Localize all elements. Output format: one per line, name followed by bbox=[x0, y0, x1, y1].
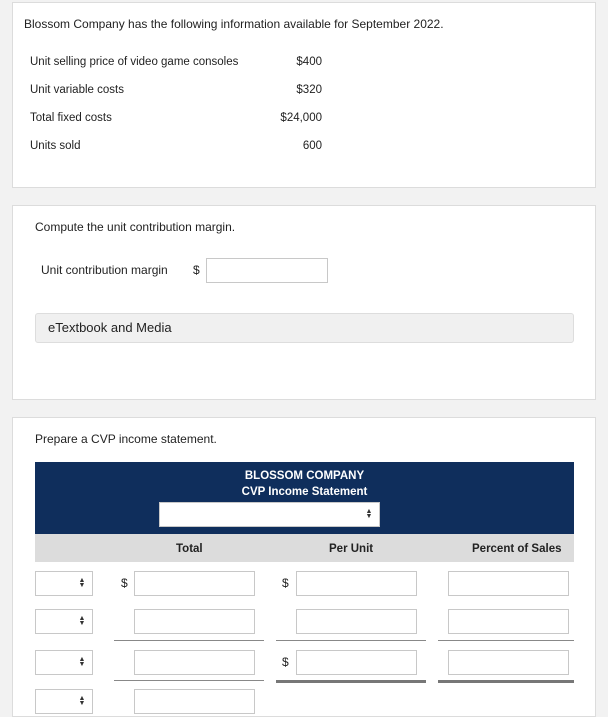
column-header-row bbox=[35, 534, 574, 562]
line-item-select[interactable] bbox=[35, 650, 93, 675]
per-unit-input[interactable] bbox=[296, 609, 417, 634]
subtotal-rule bbox=[438, 640, 574, 641]
info-card bbox=[12, 2, 596, 188]
subtotal-rule bbox=[114, 640, 264, 641]
etextbook-media-label: eTextbook and Media bbox=[48, 320, 172, 335]
subtotal-rule bbox=[114, 680, 264, 681]
period-select[interactable] bbox=[159, 502, 380, 527]
info-value: $320 bbox=[296, 84, 322, 96]
unit-contribution-margin-label: Unit contribution margin bbox=[41, 263, 168, 277]
double-rule bbox=[438, 680, 574, 683]
currency-symbol: $ bbox=[193, 263, 200, 277]
info-label: Total fixed costs bbox=[30, 112, 112, 124]
currency-symbol: $ bbox=[282, 655, 289, 669]
total-input[interactable] bbox=[134, 609, 255, 634]
percent-of-sales-input[interactable] bbox=[448, 609, 569, 634]
info-value: $24,000 bbox=[280, 112, 322, 124]
question-prompt: Compute the unit contribution margin. bbox=[35, 220, 236, 234]
intro-text: Blossom Company has the following information available for September 2022. bbox=[24, 17, 444, 31]
column-per-unit: Per Unit bbox=[329, 543, 374, 555]
percent-of-sales-input[interactable] bbox=[448, 650, 569, 675]
info-value: $400 bbox=[296, 56, 322, 68]
chevron-updown-icon: ▲ ▼ bbox=[365, 508, 373, 520]
info-label: Unit selling price of video game consoles bbox=[30, 56, 239, 68]
chevron-updown-icon: ▲ ▼ bbox=[78, 695, 86, 707]
total-input[interactable] bbox=[134, 650, 255, 675]
info-label: Units sold bbox=[30, 140, 81, 152]
percent-of-sales-input[interactable] bbox=[448, 571, 569, 596]
line-item-select[interactable] bbox=[35, 609, 93, 634]
column-percent-of-sales: Percent of Sales bbox=[472, 543, 562, 555]
info-label: Unit variable costs bbox=[30, 84, 124, 96]
unit-contribution-margin-input[interactable] bbox=[206, 258, 328, 283]
cvp-statement-card bbox=[12, 417, 596, 717]
currency-symbol: $ bbox=[121, 576, 128, 590]
line-item-select[interactable] bbox=[35, 571, 93, 596]
double-rule bbox=[276, 680, 426, 683]
line-item-select[interactable] bbox=[35, 689, 93, 714]
chevron-updown-icon: ▲ ▼ bbox=[78, 656, 86, 668]
chevron-updown-icon: ▲ ▼ bbox=[78, 615, 86, 627]
contribution-margin-card bbox=[12, 205, 596, 400]
statement-header bbox=[35, 462, 574, 534]
chevron-updown-icon: ▲ ▼ bbox=[78, 577, 86, 589]
total-input[interactable] bbox=[134, 571, 255, 596]
statement-title: CVP Income Statement bbox=[241, 486, 368, 498]
column-total: Total bbox=[176, 543, 203, 555]
total-input[interactable] bbox=[134, 689, 255, 714]
subtotal-rule bbox=[276, 640, 426, 641]
per-unit-input[interactable] bbox=[296, 571, 417, 596]
etextbook-media-button[interactable] bbox=[35, 313, 574, 343]
per-unit-input[interactable] bbox=[296, 650, 417, 675]
currency-symbol: $ bbox=[282, 576, 289, 590]
company-name: BLOSSOM COMPANY bbox=[244, 470, 365, 482]
info-value: 600 bbox=[302, 140, 322, 152]
question-prompt: Prepare a CVP income statement. bbox=[35, 432, 217, 446]
